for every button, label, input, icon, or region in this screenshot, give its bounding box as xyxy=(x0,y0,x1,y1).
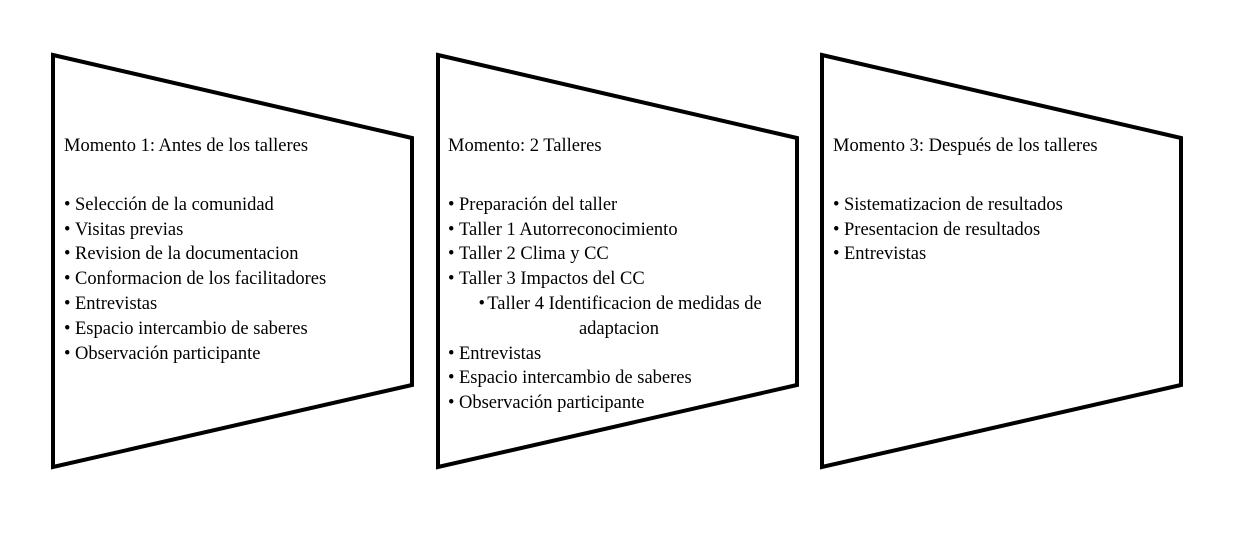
bullet-icon: • xyxy=(448,269,455,290)
panel-2 xyxy=(448,134,784,416)
bullet-icon: • xyxy=(448,219,455,240)
list-item: • Selección de la comunidad xyxy=(64,193,404,218)
bullet-icon: • xyxy=(833,244,840,265)
bullet-icon: • xyxy=(448,244,455,265)
bullet-icon: • xyxy=(833,194,840,215)
list-item: • Taller 1 Autorreconocimiento xyxy=(448,218,784,243)
bullet-icon: • xyxy=(64,318,71,339)
panel-2-list xyxy=(448,193,784,416)
list-item: • Conformacion de los facilitadores xyxy=(64,267,404,292)
list-item: • Espacio intercambio de saberes xyxy=(64,317,404,342)
list-item: • Visitas previas xyxy=(64,218,404,243)
bullet-icon: • xyxy=(64,343,71,364)
bullet-icon: • xyxy=(478,293,485,314)
bullet-icon: • xyxy=(448,368,455,389)
list-item: • Taller 2 Clima y CC xyxy=(448,242,784,267)
list-item: • Presentacion de resultados xyxy=(833,218,1173,243)
bullet-icon: • xyxy=(448,393,455,414)
panel-1-title: Momento 1: Antes de los talleres xyxy=(64,136,309,156)
bullet-icon: • xyxy=(64,194,71,215)
bullet-icon: • xyxy=(64,219,71,240)
panel-2-title: Momento: 2 Talleres xyxy=(448,136,602,156)
list-item: • Revision de la documentacion xyxy=(64,242,404,267)
panel-1 xyxy=(64,134,404,366)
list-item: • Observación participante xyxy=(448,391,784,416)
list-item: • Espacio intercambio de saberes xyxy=(448,366,784,391)
list-item: • Preparación del taller xyxy=(448,193,784,218)
list-item: • Taller 4 Identificacion de medidas de adaptacion xyxy=(448,292,784,342)
panel-3-list xyxy=(833,193,1173,267)
bullet-icon: • xyxy=(64,244,71,265)
list-item: • Entrevistas xyxy=(833,242,1173,267)
list-item: • Sistematizacion de resultados xyxy=(833,193,1173,218)
list-item: • Entrevistas xyxy=(64,292,404,317)
bullet-icon: • xyxy=(448,343,455,364)
bullet-icon: • xyxy=(64,269,71,290)
list-item: • Observación participante xyxy=(64,342,404,367)
list-item: • Entrevistas xyxy=(448,342,784,367)
list-item: • Taller 3 Impactos del CC xyxy=(448,267,784,292)
bullet-icon: • xyxy=(64,293,71,314)
panel-1-list xyxy=(64,193,404,367)
panel-3-title: Momento 3: Después de los talleres xyxy=(833,136,1098,156)
bullet-icon: • xyxy=(833,219,840,240)
bullet-icon: • xyxy=(448,194,455,215)
panel-3 xyxy=(833,134,1173,267)
